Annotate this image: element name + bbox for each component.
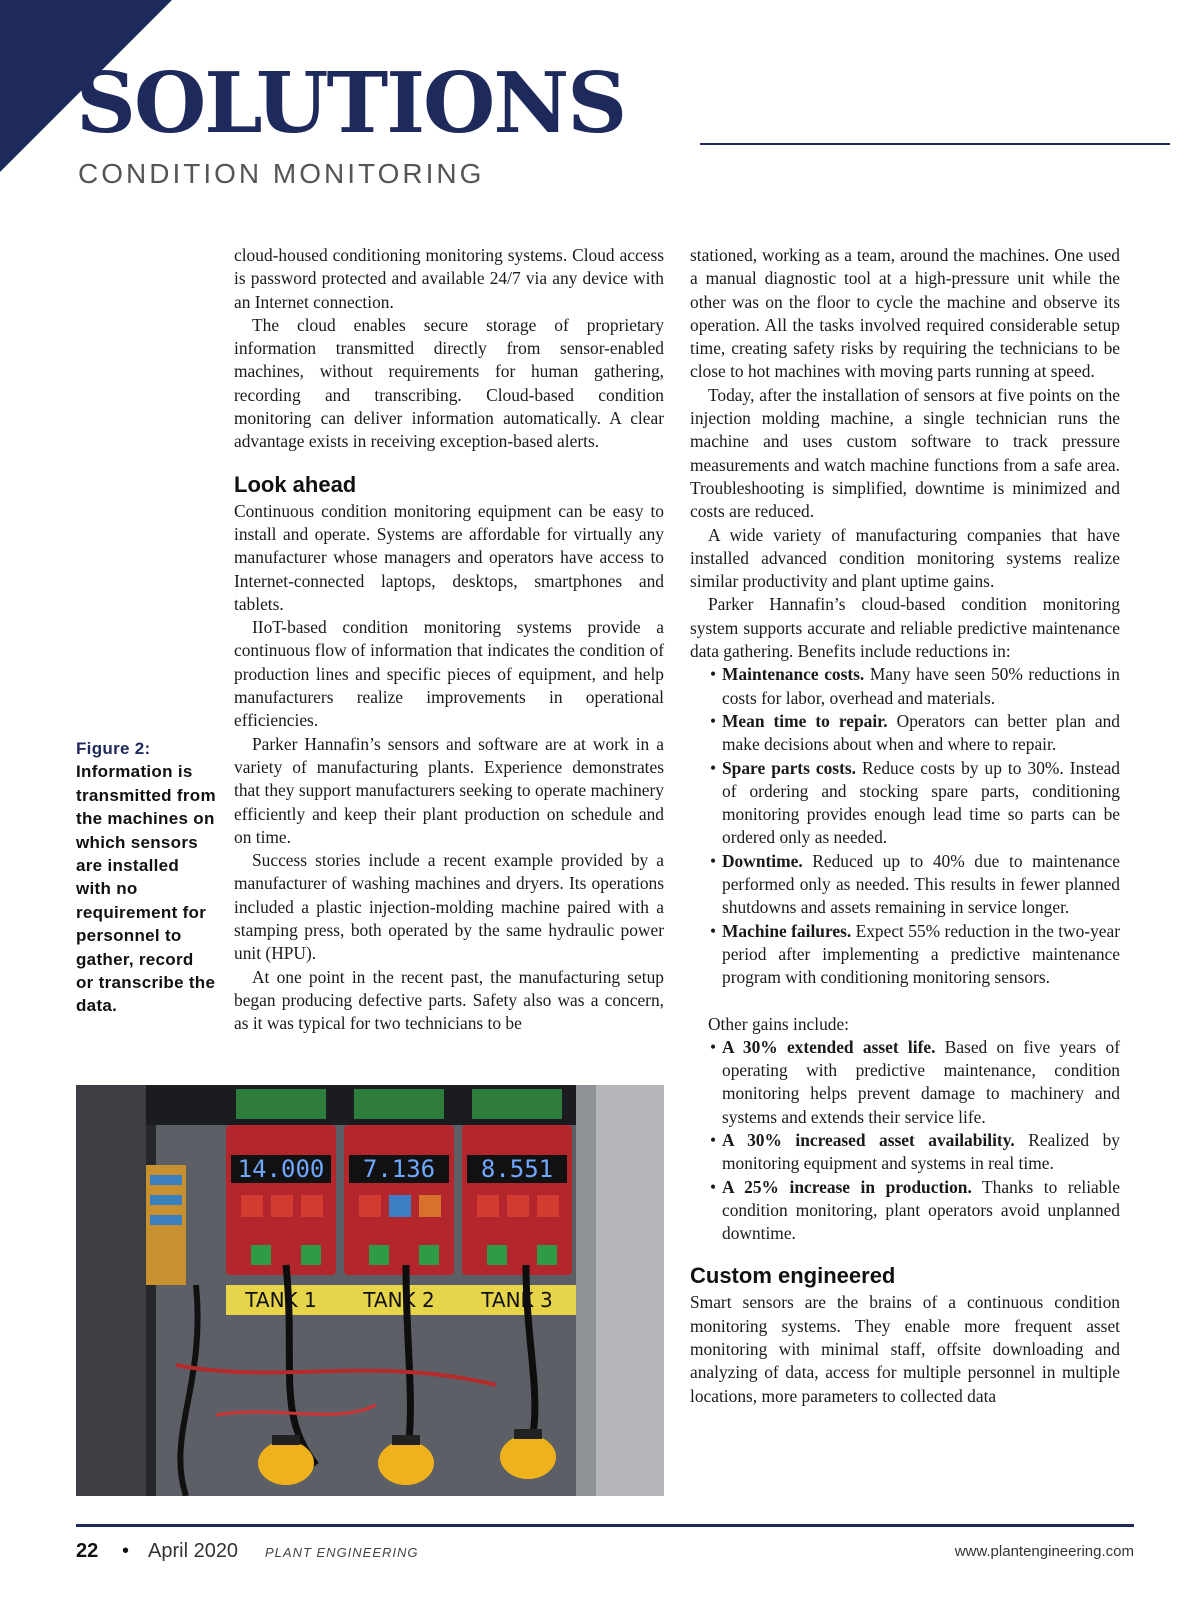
- list-item: • A 30% extended asset life. Based on five years of operating with predictive maintenance, condition monitoring helps prevent damage to machinery and systems and extends their service life.: [710, 1036, 1120, 1129]
- paragraph: cloud-housed conditioning monitoring systems. Cloud access is password protected and available 24/7 via any device with an Internet connection.: [234, 245, 664, 312]
- paragraph: At one point in the recent past, the manufacturing setup began producing defective parts. Safety also was a concern, as it was typical for two technicians to be: [234, 966, 664, 1034]
- list-item: • Mean time to repair. Operators can better plan and make decisions about when and where to repair.: [710, 710, 1120, 757]
- paragraph: Success stories include a recent example provided by a manufacturer of washing machines and dryers. Its operations included a plastic injection-molding machine paired with a stamping press, both operated by the same hydraulic power unit (HPU).: [234, 850, 664, 964]
- paragraph: The cloud enables secure storage of proprietary information transmitted directly from sensor-enabled machines, without requirements for human gathering, recording and transcribing. Cloud-based condition monitoring can deliver information automatically. A clear advantage exists in receiving exception-based alerts.: [234, 314, 664, 452]
- article-column-right: [690, 244, 1120, 1408]
- tank-label-1: TANK 1: [245, 1288, 317, 1312]
- website-url: www.plantengineering.com: [954, 1543, 1134, 1560]
- page-number: 22: [76, 1540, 99, 1562]
- list-item: • Downtime. Reduced up to 40% due to maintenance performed only as needed. This results in fewer planned shutdowns and assets remaining in service longer.: [710, 850, 1120, 920]
- figure-caption-text: Information is transmitted from the machines on which sensors are installed with no requirement for personnel to gather, record or transcribe the data.: [76, 762, 216, 1016]
- figure-label: Figure 2:: [76, 739, 151, 758]
- issue-date: April 2020: [148, 1540, 239, 1562]
- section-title: SOLUTIONS: [76, 54, 626, 152]
- publication-name: PLANT ENGINEERING: [265, 1545, 419, 1560]
- benefits-list: [690, 663, 1120, 989]
- list-item: • A 25% increase in production. Thanks to reliable condition monitoring, plant operators avoid unplanned downtime.: [710, 1176, 1120, 1246]
- paragraph: Other gains include:: [708, 1013, 850, 1034]
- paragraph: A wide variety of manufacturing companies that have installed advanced condition monitoring systems realize similar productivity and plant uptime gains.: [690, 524, 1120, 592]
- paragraph: stationed, working as a team, around the machines. One used a manual diagnostic tool at a high-pressure unit while the other was on the floor to cycle the machine and observe its operation. All the tasks involved required considerable setup time, creating safety risks by requiring the technicians to be close to hot machines with moving parts running at speed.: [690, 245, 1120, 382]
- figure-caption: [76, 737, 216, 1018]
- list-item: • A 30% increased asset availability. Realized by monitoring equipment and systems in real time.: [710, 1129, 1120, 1176]
- figure-photo: [76, 1085, 664, 1496]
- paragraph: Parker Hannafin’s cloud-based condition monitoring system supports accurate and reliable predictive maintenance data gathering. Benefits include reductions in:: [690, 594, 1120, 662]
- footer-rule: [76, 1524, 1134, 1527]
- gains-list: [690, 1036, 1120, 1246]
- footer-bullet: •: [122, 1540, 130, 1562]
- list-item: • Machine failures. Expect 55% reduction in the two-year period after implementing a predictive maintenance program with conditioning monitoring sensors.: [710, 920, 1120, 990]
- paragraph: Parker Hannafin’s sensors and software are at work in a variety of manufacturing plants. Experience demonstrates that they support manufacturers seeking to operate machinery efficiently and keep their plant production on schedule and on time.: [234, 733, 664, 847]
- article-column-left: [234, 244, 664, 1036]
- subheading-custom-engineered: Custom engineered: [690, 1263, 896, 1289]
- tank-label-2: TANK 2: [363, 1288, 435, 1312]
- display-2: 7.136: [362, 1155, 436, 1183]
- display-1: 14.000: [237, 1155, 325, 1183]
- paragraph: Today, after the installation of sensors at five points on the injection molding machine, a single technician runs the machine and uses custom software to track pressure measurements and watch machine functions from a safe area. Troubleshooting is simplified, downtime is minimized and costs are reduced.: [690, 384, 1120, 522]
- title-rule: [700, 143, 1170, 145]
- paragraph: IIoT-based condition monitoring systems provide a continuous flow of information that indicates the condition of production lines and specific pieces of equipment, and help manufacturers realize improvements in operational efficiencies.: [234, 617, 664, 731]
- tank-label-3: TANK 3: [481, 1288, 553, 1312]
- list-item: • Maintenance costs. Many have seen 50% reductions in costs for labor, overhead and materials.: [710, 663, 1120, 710]
- section-subtitle: CONDITION MONITORING: [78, 158, 485, 189]
- display-3: 8.551: [480, 1155, 554, 1183]
- paragraph: Continuous condition monitoring equipment can be easy to install and operate. Systems are affordable for virtually any manufacturer whose managers and operators have access to Internet-connected laptops, desktops, smartphones and tablets.: [234, 500, 664, 614]
- list-item: • Spare parts costs. Reduce costs by up to 30%. Instead of ordering and stocking spare parts, conditioning monitoring provides enough lead time so parts can be ordered only as needed.: [710, 757, 1120, 850]
- paragraph: Smart sensors are the brains of a continuous condition monitoring systems. They enable more frequent asset monitoring with minimal staff, offsite downloading and analyzing of data, access for multiple personnel in multiple locations, more parameters to collected data: [690, 1292, 1120, 1406]
- subheading-look-ahead: Look ahead: [234, 471, 357, 497]
